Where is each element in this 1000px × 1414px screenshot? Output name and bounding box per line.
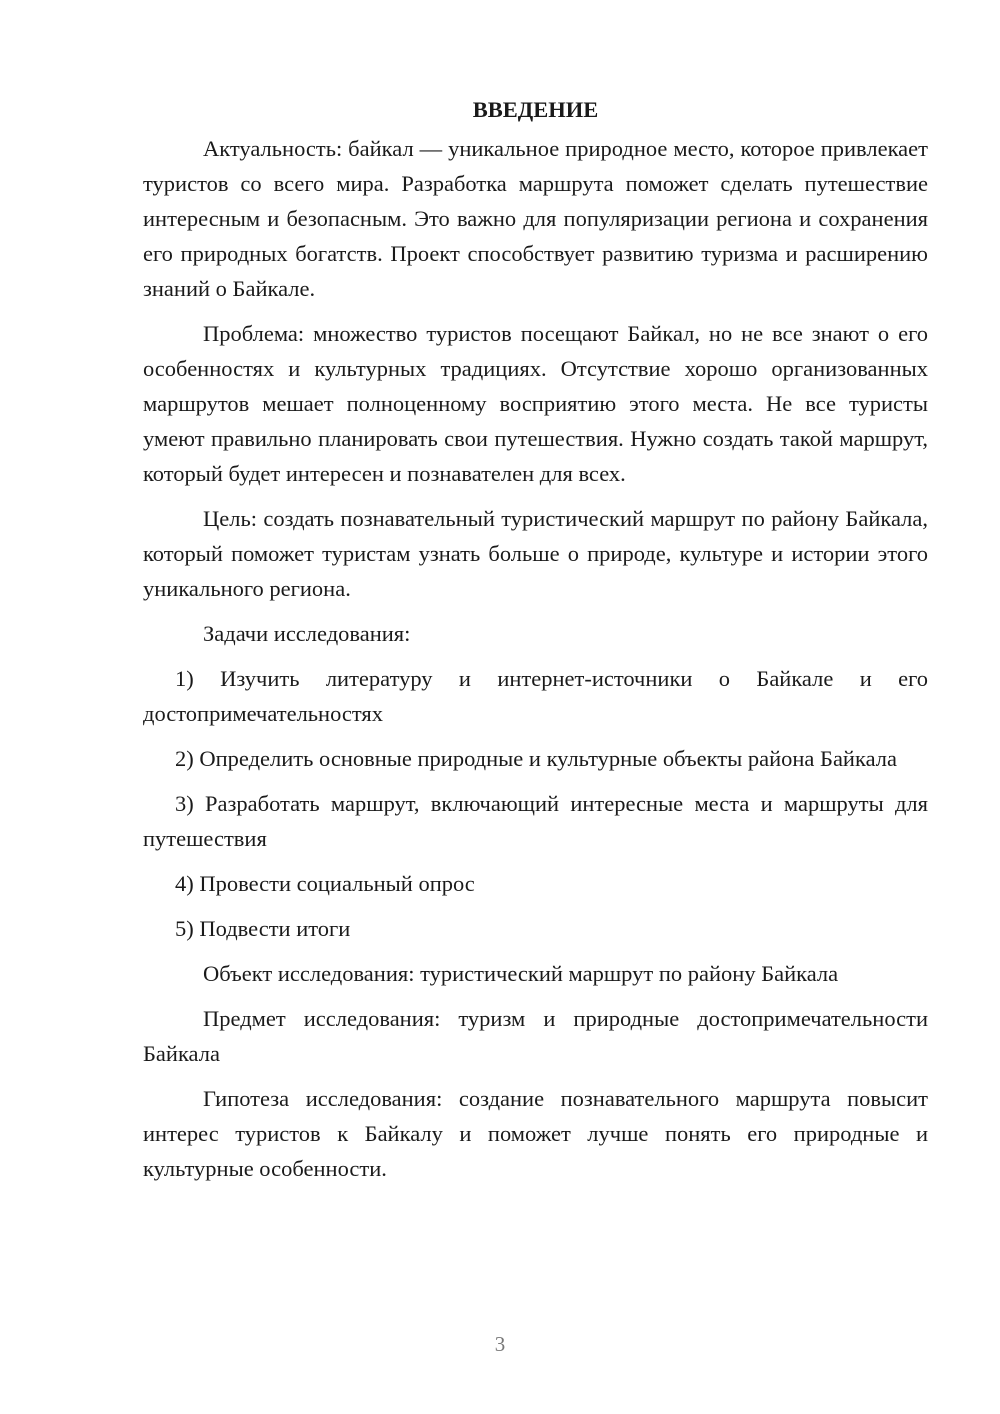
task-item-3: 3) Разработать маршрут, включающий интересные места и маршруты для путешествия <box>143 791 928 851</box>
document-title: ВВЕДЕНИЕ <box>472 97 599 122</box>
problem-paragraph: Проблема: множество туристов посещают Байкал, но не все знают о его особенностях и культурных традициях. Отсутствие хорошо организованных маршрутов мешает полноценному восприятию этого места. Не все туристы умеют правильно планировать свои путешествия. Нужно создать такой маршрут, который будет интересен и познавателен для всех. <box>143 321 928 486</box>
task-item-1: 1) Изучить литературу и интернет-источники о Байкале и его достопримечательностях <box>143 666 928 726</box>
task-item-4: 4) Провести социальный опрос <box>175 871 475 896</box>
tasks-heading: Задачи исследования: <box>203 621 411 646</box>
page-number: 3 <box>494 1332 506 1356</box>
research-subject-paragraph: Предмет исследования: туризм и природные достопримечательности Байкала <box>143 1006 928 1066</box>
task-item-5: 5) Подвести итоги <box>175 916 351 941</box>
document-page <box>143 92 928 1196</box>
task-item-2: 2) Определить основные природные и культурные объекты района Байкала <box>175 746 897 771</box>
hypothesis-paragraph: Гипотеза исследования: создание познавательного маршрута повысит интерес туристов к Байкалу и поможет лучше понять его природные и культурные особенности. <box>143 1086 928 1181</box>
research-object-paragraph: Объект исследования: туристический маршрут по району Байкала <box>203 961 839 986</box>
goal-paragraph: Цель: создать познавательный туристический маршрут по району Байкала, который поможет туристам узнать больше о природе, культуре и истории этого уникального региона. <box>143 506 928 601</box>
relevance-paragraph: Актуальность: байкал — уникальное природное место, которое привлекает туристов со всего мира. Разработка маршрута поможет сделать путешествие интересным и безопасным. Это важно для популяризации региона и сохранения его природных богатств. Проект способствует развитию туризма и расширению знаний о Байкале. <box>143 136 928 301</box>
